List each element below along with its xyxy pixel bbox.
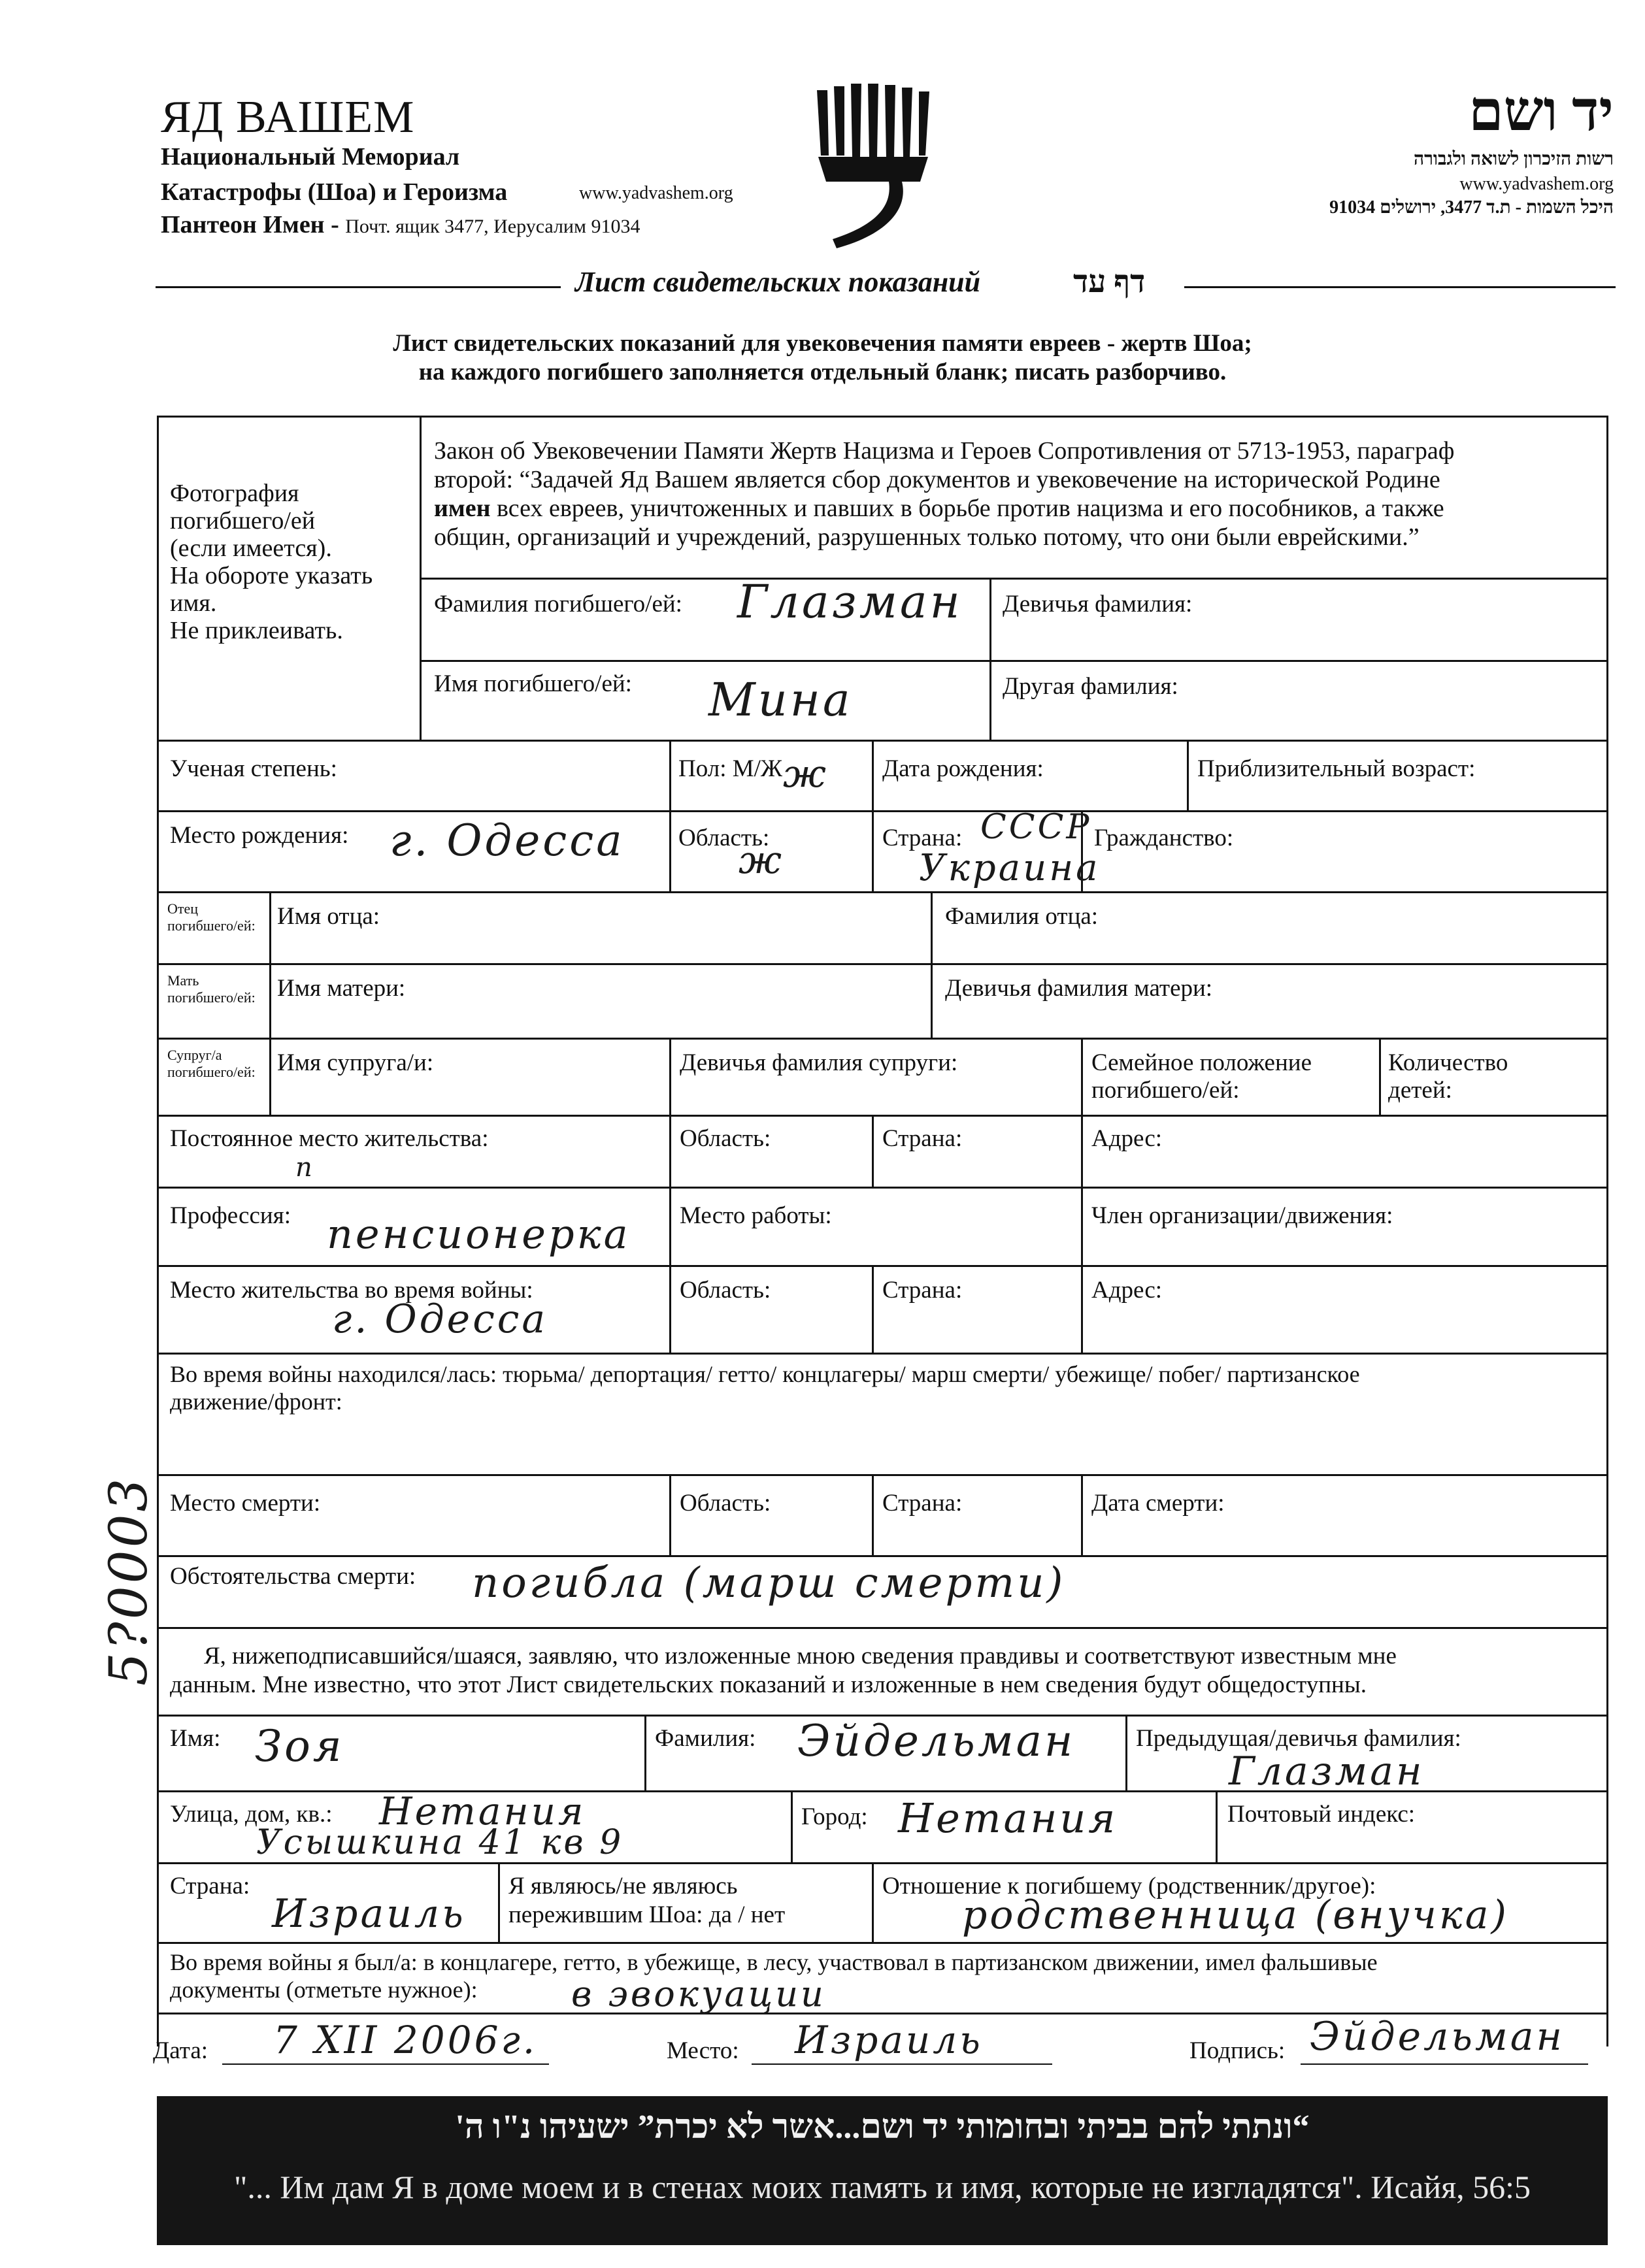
yad-vashem-logo [810, 84, 948, 254]
death-place-label: Место смерти: [170, 1490, 321, 1517]
title-rule-left [156, 286, 561, 288]
signature-value[interactable]: Эйдельман [1310, 2014, 1565, 2060]
death-circ-value[interactable]: погибла (марш смерти) [472, 1559, 1066, 1607]
photo-line-4: На обороте указать [170, 562, 373, 589]
death-region-label: Область: [680, 1490, 771, 1517]
memorial-name-line-2: Катастрофы (Шоа) и Героизма [161, 178, 508, 206]
witness-country-value[interactable]: Израиль [272, 1891, 466, 1937]
death-date-label: Дата смерти: [1091, 1490, 1225, 1517]
other-surname-label: Другая фамилия: [1003, 673, 1178, 700]
website-url-he: www.yadvashem.org [1459, 174, 1614, 194]
victim-name-label: Имя погибшего/ей: [434, 670, 632, 697]
law-text [434, 436, 1604, 551]
logo-stem [833, 182, 903, 248]
birthplace-label: Место рождения: [170, 822, 349, 849]
war-residence-value[interactable]: г. Одесса [332, 1296, 548, 1342]
region-value[interactable]: ж [739, 838, 784, 882]
witness-surname-value[interactable]: Эйдельман [797, 1716, 1076, 1766]
region-label: Область: [678, 825, 770, 851]
law-line-3 [434, 494, 1604, 523]
date-underline [222, 2063, 549, 2065]
declaration-line-1: Я, нижеподписавшийся/шаяся, заявляю, что изложенные мною сведения правдивы и соответствуют известным мне [204, 1643, 1397, 1669]
footer-quote-he: “ונתתי להם בביתי ובחומותי יד ושם...אשר לא יכרת” ישעיהו נ"ו ה' [455, 2109, 1310, 2146]
witness-city-value[interactable]: Нетания [898, 1794, 1118, 1842]
witness-city-label: Город: [801, 1803, 868, 1830]
witness-country-label: Страна: [170, 1873, 250, 1899]
mother-side-label: Мать погибшего/ей: [167, 972, 256, 1006]
witness-street-value-1[interactable]: Нетания [379, 1789, 586, 1833]
residence-address-label: Адрес: [1091, 1125, 1163, 1152]
war-residence-label: Место жительства во время войны: [170, 1277, 533, 1304]
logo-flame-5 [885, 85, 895, 158]
profession-label: Профессия: [170, 1202, 291, 1229]
witness-war-line-2: документы (отметьте нужное): [170, 1977, 478, 2003]
declaration-line-2: данным. Мне известно, что этот Лист свидетельских показаний и изложенные в нем сведения будут общедоступны. [170, 1671, 1367, 1698]
spouse-name-label: Имя супруга/и: [277, 1049, 434, 1076]
relation-value[interactable]: родственница (внучка) [962, 1892, 1509, 1938]
witness-name-label: Имя: [170, 1725, 221, 1752]
witness-war-value[interactable]: в эвокуации [571, 1973, 826, 2014]
yad-vashem-he-title: יד ושם [1469, 80, 1614, 142]
website-url-ru: www.yadvashem.org [579, 183, 733, 203]
date-value[interactable]: 7 XII 2006г. [273, 2018, 538, 2062]
mother-maiden-label: Девичья фамилия матери: [945, 975, 1213, 1002]
marital-label-1: Семейное положение [1091, 1049, 1312, 1076]
signature-underline [1301, 2063, 1588, 2065]
death-circ-label: Обстоятельства смерти: [170, 1563, 416, 1590]
country-value-1[interactable]: СССР [980, 808, 1092, 847]
signature-label: Подпись: [1189, 2037, 1286, 2064]
law-line-2: второй: “Задачей Яд Вашем является сбор документов и увековечение на исторической Родине [434, 466, 1440, 493]
children-label-2: детей: [1388, 1077, 1452, 1104]
residence-region-label: Область: [680, 1125, 771, 1152]
form-title-he: דף עד [1073, 265, 1146, 299]
witness-zip-label: Почтовый индекс: [1227, 1801, 1416, 1828]
law-line-3-rest: всех евреев, уничтоженных и павших в борьбе против нацизма и его пособников, а также [490, 495, 1444, 522]
residence-country-label: Страна: [882, 1125, 963, 1152]
victim-maiden-label: Девичья фамилия: [1003, 591, 1193, 617]
victim-name-value[interactable]: Мина [708, 673, 853, 727]
place-underline [752, 2063, 1052, 2065]
photo-line-1: Фотография [170, 480, 299, 507]
side-handwritten-number: 5?0003 [98, 1475, 159, 1686]
authority-name-he: רשות הזיכרון לשואה ולגבורה [1413, 149, 1614, 169]
country-label: Страна: [882, 825, 963, 851]
sex-value[interactable]: ж [783, 751, 829, 796]
law-line-1: Закон об Увековечении Памяти Жертв Нацизма и Героев Сопротивления от 5713-1953, параграф [434, 437, 1455, 465]
spouse-side-label: Супруг/а погибшего/ей: [167, 1047, 256, 1080]
memorial-name-line-1: Национальный Мемориал [161, 143, 460, 171]
survivor-label-1: Я являюсь/не являюсь [508, 1873, 738, 1899]
profession-value[interactable]: пенсионерка [327, 1210, 631, 1258]
spouse-maiden-label: Девичья фамилия супруги: [680, 1049, 958, 1076]
marital-label-2: погибшего/ей: [1091, 1077, 1240, 1104]
photo-line-2: погибшего/ей [170, 507, 316, 534]
degree-label: Ученая степень: [170, 755, 337, 782]
witness-street-label: Улица, дом, кв.: [170, 1801, 333, 1828]
father-name-label: Имя отца: [277, 903, 380, 930]
law-names-bold: имен [434, 495, 491, 522]
footer-quote-ru: "... Им дам Я в доме моем и в стенах моих память и имя, которые не изгладятся". Исайя, 56:5 [233, 2169, 1531, 2205]
photo-line-5: имя. [170, 589, 217, 617]
intro-line-1: Лист свидетельских показаний для увековечения памяти евреев - жертв Шоа; [393, 330, 1252, 357]
intro-line-2: на каждого погибшего заполняется отдельный бланк; писать разборчиво. [418, 359, 1227, 386]
father-surname-label: Фамилия отца: [945, 903, 1099, 930]
witness-prev-surname-value[interactable]: Глазман [1229, 1749, 1425, 1794]
photo-box [170, 480, 373, 644]
logo-flame-6 [902, 88, 912, 157]
photo-line-6: Не приклеивать. [170, 617, 343, 644]
witness-street-value-2[interactable]: Усышкина 41 кв 9 [256, 1823, 624, 1862]
place-label: Место: [667, 2037, 739, 2064]
logo-flame-7 [919, 91, 929, 156]
victim-surname-value[interactable]: Глазман [737, 575, 963, 629]
relation-label: Отношение к погибшему (родственник/другое): [882, 1873, 1376, 1899]
form-title: Лист свидетельских показаний [575, 266, 981, 298]
witness-surname-label: Фамилия: [655, 1725, 756, 1752]
law-line-4: общин, организаций и учреждений, разрушенных только потому, что они были еврейскими.” [434, 523, 1420, 551]
birthplace-value[interactable]: г. Одесса [390, 815, 625, 866]
dob-label: Дата рождения: [882, 755, 1044, 782]
workplace-label: Место работы: [680, 1202, 832, 1229]
age-label: Приблизительный возраст: [1197, 755, 1476, 782]
postal-address: Почт. ящик 3477, Иерусалим 91034 [345, 216, 640, 237]
org-label: Член организации/движения: [1091, 1202, 1393, 1229]
logo-flame-4 [868, 84, 878, 158]
place-value[interactable]: Израиль [795, 2018, 983, 2062]
residence-value[interactable]: n [295, 1153, 315, 1183]
war-region-label: Область: [680, 1277, 771, 1304]
hall-of-names-address [161, 210, 640, 239]
title-rule-right [1184, 286, 1616, 288]
witness-war-line-1: Во время войны я был/а: в концлагере, гетто, в убежище, в лесу, участвовал в партизанском движении, имел фальшивые [170, 1949, 1378, 1975]
war-status-line-1: Во время войны находился/лась: тюрьма/ депортация/ гетто/ концлагеры/ марш смерти/ убежище/ побег/ партизанское [170, 1361, 1360, 1387]
yad-vashem-ru-title: ЯД ВАШЕМ [161, 92, 415, 142]
death-country-label: Страна: [882, 1490, 963, 1517]
mother-name-label: Имя матери: [277, 975, 406, 1002]
residence-label: Постоянное место жительства: [170, 1125, 489, 1152]
victim-surname-label: Фамилия погибшего/ей: [434, 591, 682, 617]
witness-prev-surname-label: Предыдущая/девичья фамилия: [1136, 1725, 1461, 1752]
hall-of-names-address-he: היכל השמות - ת.ד 3477, ירושלים 91034 [1329, 197, 1614, 218]
citizenship-label: Гражданство: [1094, 825, 1234, 851]
witness-name-value[interactable]: Зоя [255, 1721, 344, 1771]
survivor-label-2: пережившим Шоа: да / нет [508, 1901, 786, 1928]
date-label: Дата: [153, 2037, 208, 2064]
sex-label: Пол: М/Ж [678, 755, 783, 782]
war-country-label: Страна: [882, 1277, 963, 1304]
country-value-2[interactable]: Украина [919, 847, 1101, 889]
father-side-label: Отец погибшего/ей: [167, 900, 256, 934]
logo-flame-2 [834, 86, 844, 156]
logo-base [818, 157, 928, 182]
logo-flame-3 [851, 84, 861, 157]
children-label-1: Количество [1388, 1049, 1508, 1076]
war-status-line-2: движение/фронт: [170, 1389, 342, 1415]
war-address-label: Адрес: [1091, 1277, 1163, 1304]
photo-line-3: (если имеется). [170, 534, 332, 562]
logo-flame-1 [817, 90, 829, 156]
hall-of-names-label: Пантеон Имен - [161, 211, 346, 238]
